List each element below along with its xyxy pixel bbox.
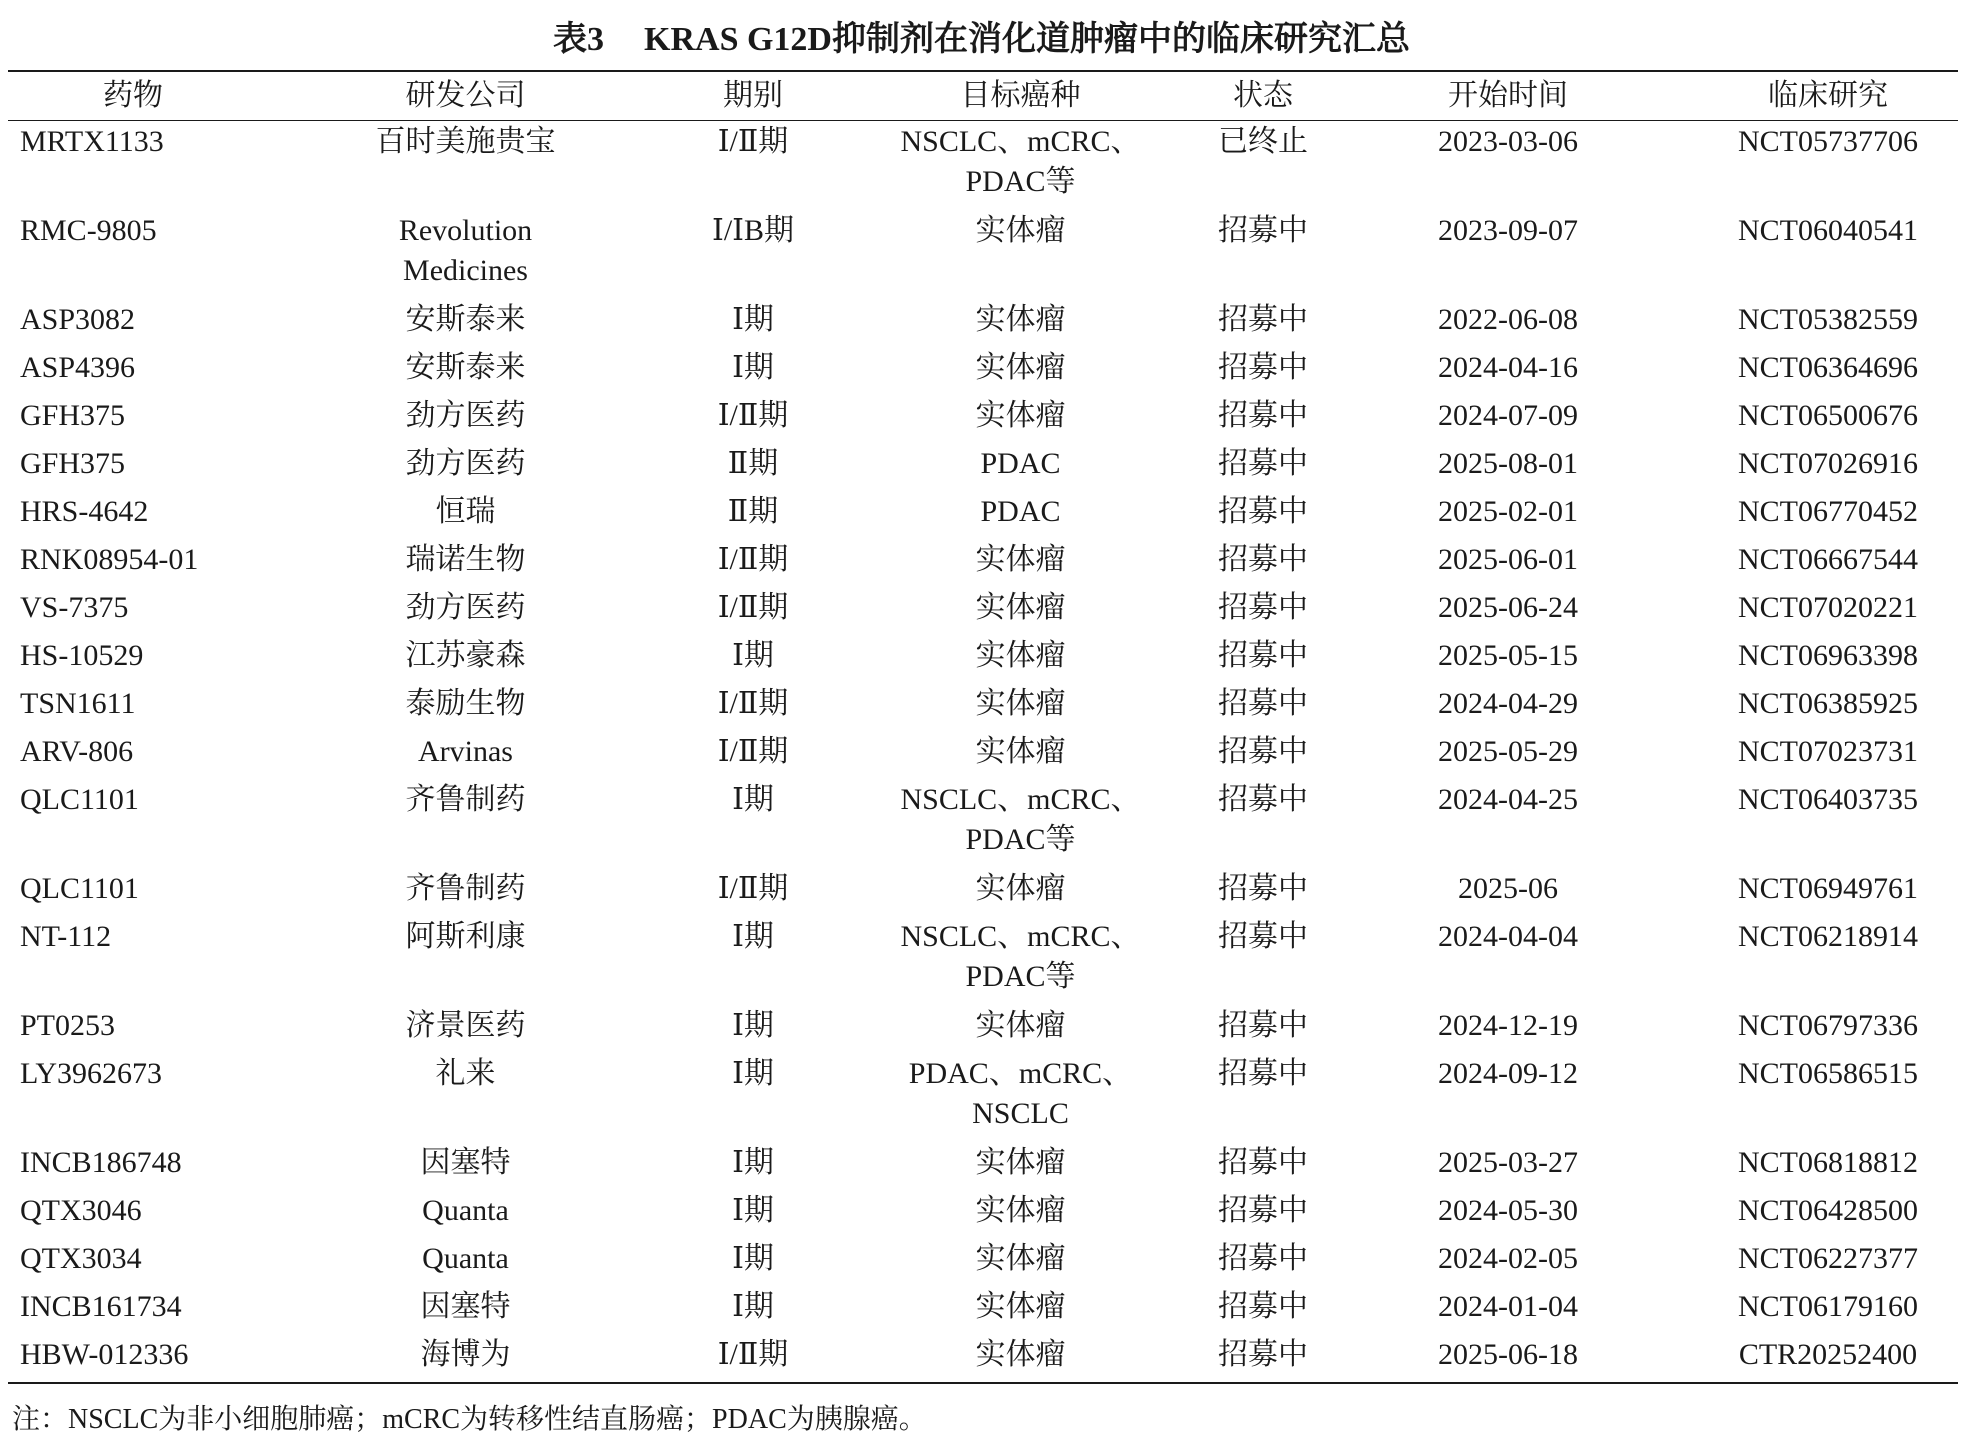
phase-cell: Ⅰ期 bbox=[732, 351, 774, 384]
trial-id-cell: NCT06428500 bbox=[1738, 1194, 1918, 1227]
phase-cell: Ⅰ期 bbox=[732, 783, 774, 816]
table-row bbox=[8, 683, 1958, 731]
phase-cell: Ⅰ/Ⅱ期 bbox=[717, 125, 789, 158]
table-row bbox=[8, 539, 1958, 587]
header-status: 状态 bbox=[1208, 71, 1318, 121]
header-row bbox=[8, 71, 1958, 121]
cancer-type-cell: 实体瘤 bbox=[975, 351, 1066, 384]
start-date-cell: 2024-07-09 bbox=[1438, 399, 1578, 432]
header-start-date: 开始时间 bbox=[1318, 71, 1698, 121]
header-phase: 期别 bbox=[673, 71, 833, 121]
table-row bbox=[8, 1142, 1958, 1190]
start-date-cell: 2024-12-19 bbox=[1438, 1009, 1578, 1042]
phase-cell: Ⅰ期 bbox=[732, 1194, 774, 1227]
start-date-cell: 2025-06-18 bbox=[1318, 1334, 1698, 1383]
start-date-cell: 2025-08-01 bbox=[1438, 447, 1578, 480]
trial-id-cell: NCT05737706 bbox=[1738, 125, 1918, 158]
phase-cell: Ⅱ期 bbox=[727, 495, 779, 528]
status-cell: 招募中 bbox=[1218, 639, 1308, 672]
table-row bbox=[8, 395, 1958, 443]
start-date-cell: 2023-09-07 bbox=[1438, 214, 1578, 247]
trial-id-cell: CTR20252400 bbox=[1698, 1334, 1958, 1383]
phase-cell: Ⅰ期 bbox=[732, 303, 774, 336]
company-cell: 因塞特 bbox=[420, 1290, 511, 1323]
cancer-type-cell: 实体瘤 bbox=[975, 872, 1066, 905]
phase-cell: Ⅰ/Ⅱ期 bbox=[717, 735, 789, 768]
status-cell: 招募中 bbox=[1218, 214, 1308, 247]
status-cell: 已终止 bbox=[1218, 125, 1308, 158]
company-cell: 济景医药 bbox=[405, 1009, 526, 1042]
company-cell: Revolution Medicines bbox=[398, 214, 533, 287]
phase-cell: Ⅰ/ⅠB期 bbox=[711, 214, 795, 247]
status-cell: 招募中 bbox=[1218, 1009, 1308, 1042]
company-cell: 阿斯利康 bbox=[405, 920, 526, 953]
table-row bbox=[8, 1238, 1958, 1286]
drug-cell: ASP4396 bbox=[20, 351, 136, 384]
company-cell: Quanta bbox=[422, 1194, 509, 1227]
cancer-type-cell: 实体瘤 bbox=[975, 543, 1066, 576]
table-row bbox=[8, 121, 1958, 211]
table-row bbox=[8, 299, 1958, 347]
table-row bbox=[8, 1005, 1958, 1053]
phase-cell: Ⅰ/Ⅱ期 bbox=[717, 399, 789, 432]
table-number: 表3 bbox=[553, 21, 605, 58]
phase-cell: Ⅰ期 bbox=[732, 1057, 774, 1090]
trial-id-cell: NCT06040541 bbox=[1738, 214, 1918, 247]
header-trial-id: 临床研究 bbox=[1698, 71, 1958, 121]
start-date-cell: 2024-04-16 bbox=[1438, 351, 1578, 384]
trial-id-cell: NCT06586515 bbox=[1738, 1057, 1918, 1090]
cancer-type-cell: NSCLC、mCRC、 PDAC等 bbox=[900, 125, 1141, 198]
drug-cell: QLC1101 bbox=[20, 783, 139, 816]
cancer-type-cell: 实体瘤 bbox=[975, 735, 1066, 768]
table-row bbox=[8, 1286, 1958, 1334]
status-cell: 招募中 bbox=[1218, 1057, 1308, 1090]
company-cell: 劲方医药 bbox=[405, 399, 526, 432]
start-date-cell: 2025-06 bbox=[1458, 872, 1558, 905]
trial-id-cell: NCT06218914 bbox=[1738, 920, 1918, 953]
cancer-type-cell: 实体瘤 bbox=[975, 1146, 1066, 1179]
cancer-type-cell: 实体瘤 bbox=[833, 1334, 1208, 1383]
phase-cell: Ⅰ/Ⅱ期 bbox=[717, 591, 789, 624]
trial-id-cell: NCT07023731 bbox=[1738, 735, 1918, 768]
trial-id-cell: NCT06364696 bbox=[1738, 351, 1918, 384]
company-cell: 因塞特 bbox=[420, 1146, 511, 1179]
table-title bbox=[0, 14, 1963, 66]
drug-cell: MRTX1133 bbox=[20, 125, 164, 158]
cancer-type-cell: 实体瘤 bbox=[975, 1242, 1066, 1275]
company-cell: Arvinas bbox=[418, 735, 513, 768]
drug-cell: INCB161734 bbox=[20, 1290, 182, 1323]
trial-id-cell: NCT07020221 bbox=[1738, 591, 1918, 624]
drug-cell: INCB186748 bbox=[20, 1146, 182, 1179]
status-cell: 招募中 bbox=[1218, 351, 1308, 384]
cancer-type-cell: 实体瘤 bbox=[975, 1009, 1066, 1042]
status-cell: 招募中 bbox=[1218, 303, 1308, 336]
table-row bbox=[8, 635, 1958, 683]
company-cell: 齐鲁制药 bbox=[405, 783, 526, 816]
drug-cell: RNK08954-01 bbox=[20, 543, 199, 576]
cancer-type-cell: 实体瘤 bbox=[975, 303, 1066, 336]
start-date-cell: 2024-04-04 bbox=[1438, 920, 1578, 953]
phase-cell: Ⅰ/Ⅱ期 bbox=[717, 543, 789, 576]
drug-cell: ASP3082 bbox=[20, 303, 136, 336]
cancer-type-cell: NSCLC、mCRC、 PDAC等 bbox=[900, 920, 1141, 993]
start-date-cell: 2023-03-06 bbox=[1438, 125, 1578, 158]
table-row bbox=[8, 210, 1958, 299]
phase-cell: Ⅰ期 bbox=[732, 1009, 774, 1042]
drug-cell: NT-112 bbox=[20, 920, 112, 953]
table-caption: KRAS G12D抑制剂在消化道肿瘤中的临床研究汇总 bbox=[644, 21, 1410, 58]
status-cell: 招募中 bbox=[1218, 735, 1308, 768]
drug-cell: TSN1611 bbox=[20, 687, 136, 720]
drug-cell: HBW-012336 bbox=[8, 1334, 258, 1383]
header-drug: 药物 bbox=[8, 71, 258, 121]
company-cell: 恒瑞 bbox=[435, 495, 496, 528]
company-cell: 安斯泰来 bbox=[405, 351, 526, 384]
trial-id-cell: NCT06385925 bbox=[1738, 687, 1918, 720]
phase-cell: Ⅰ/Ⅱ期 bbox=[673, 1334, 833, 1383]
drug-cell: VS-7375 bbox=[20, 591, 129, 624]
status-cell: 招募中 bbox=[1218, 920, 1308, 953]
cancer-type-cell: 实体瘤 bbox=[975, 1290, 1066, 1323]
start-date-cell: 2025-05-15 bbox=[1438, 639, 1578, 672]
start-date-cell: 2025-05-29 bbox=[1438, 735, 1578, 768]
trial-id-cell: NCT06949761 bbox=[1738, 872, 1918, 905]
company-cell: 安斯泰来 bbox=[405, 303, 526, 336]
drug-cell: QTX3046 bbox=[20, 1194, 142, 1227]
trial-id-cell: NCT06227377 bbox=[1738, 1242, 1918, 1275]
trial-id-cell: NCT06818812 bbox=[1738, 1146, 1918, 1179]
phase-cell: Ⅰ期 bbox=[732, 1242, 774, 1275]
drug-cell: ARV-806 bbox=[20, 735, 134, 768]
table-footnote: 注：NSCLC为非小细胞肺癌；mCRC为转移性结直肠癌；PDAC为胰腺癌。 bbox=[12, 1404, 927, 1435]
cancer-type-cell: 实体瘤 bbox=[975, 591, 1066, 624]
status-cell: 招募中 bbox=[1218, 687, 1308, 720]
table-row bbox=[8, 491, 1958, 539]
start-date-cell: 2024-09-12 bbox=[1438, 1057, 1578, 1090]
drug-cell: QLC1101 bbox=[20, 872, 139, 905]
phase-cell: Ⅰ期 bbox=[732, 1146, 774, 1179]
drug-cell: PT0253 bbox=[20, 1009, 116, 1042]
status-cell: 招募中 bbox=[1218, 1290, 1308, 1323]
trial-id-cell: NCT05382559 bbox=[1738, 303, 1918, 336]
table-row bbox=[8, 1334, 1958, 1383]
drug-cell: GFH375 bbox=[20, 399, 126, 432]
table-row bbox=[8, 1190, 1958, 1238]
trial-id-cell: NCT06667544 bbox=[1738, 543, 1918, 576]
status-cell: 招募中 bbox=[1208, 1334, 1318, 1383]
start-date-cell: 2025-03-27 bbox=[1438, 1146, 1578, 1179]
drug-cell: HRS-4642 bbox=[20, 495, 149, 528]
start-date-cell: 2024-01-04 bbox=[1438, 1290, 1578, 1323]
cancer-type-cell: PDAC bbox=[980, 495, 1061, 528]
start-date-cell: 2025-06-01 bbox=[1438, 543, 1578, 576]
status-cell: 招募中 bbox=[1218, 783, 1308, 816]
table-row bbox=[8, 868, 1958, 916]
phase-cell: Ⅰ/Ⅱ期 bbox=[717, 687, 789, 720]
drug-cell: GFH375 bbox=[20, 447, 126, 480]
cancer-type-cell: PDAC bbox=[980, 447, 1061, 480]
cancer-type-cell: 实体瘤 bbox=[975, 639, 1066, 672]
status-cell: 招募中 bbox=[1218, 872, 1308, 905]
drug-cell: LY3962673 bbox=[20, 1057, 162, 1090]
start-date-cell: 2024-04-29 bbox=[1438, 687, 1578, 720]
company-cell: Quanta bbox=[422, 1242, 509, 1275]
table-row bbox=[8, 347, 1958, 395]
status-cell: 招募中 bbox=[1218, 399, 1308, 432]
cancer-type-cell: 实体瘤 bbox=[975, 214, 1066, 247]
trial-id-cell: NCT06179160 bbox=[1738, 1290, 1918, 1323]
trial-id-cell: NCT06963398 bbox=[1738, 639, 1918, 672]
start-date-cell: 2024-05-30 bbox=[1438, 1194, 1578, 1227]
company-cell: 劲方医药 bbox=[405, 447, 526, 480]
phase-cell: Ⅰ期 bbox=[732, 920, 774, 953]
start-date-cell: 2025-02-01 bbox=[1438, 495, 1578, 528]
table-row bbox=[8, 1053, 1958, 1142]
drug-cell: QTX3034 bbox=[20, 1242, 142, 1275]
cancer-type-cell: PDAC、mCRC、 NSCLC bbox=[908, 1057, 1133, 1130]
drug-cell: RMC-9805 bbox=[20, 214, 157, 247]
table-row bbox=[8, 443, 1958, 491]
company-cell: 瑞诺生物 bbox=[405, 543, 526, 576]
cancer-type-cell: 实体瘤 bbox=[975, 1194, 1066, 1227]
cancer-type-cell: NSCLC、mCRC、 PDAC等 bbox=[900, 783, 1141, 856]
trial-id-cell: NCT06797336 bbox=[1738, 1009, 1918, 1042]
phase-cell: Ⅰ期 bbox=[732, 639, 774, 672]
status-cell: 招募中 bbox=[1218, 1194, 1308, 1227]
status-cell: 招募中 bbox=[1218, 543, 1308, 576]
status-cell: 招募中 bbox=[1218, 495, 1308, 528]
company-cell: 海博为 bbox=[258, 1334, 673, 1383]
company-cell: 百时美施贵宝 bbox=[375, 125, 556, 158]
start-date-cell: 2024-02-05 bbox=[1438, 1242, 1578, 1275]
clinical-trials-table bbox=[8, 70, 1958, 1384]
status-cell: 招募中 bbox=[1218, 1146, 1308, 1179]
status-cell: 招募中 bbox=[1218, 591, 1308, 624]
trial-id-cell: NCT06403735 bbox=[1738, 783, 1918, 816]
phase-cell: Ⅰ/Ⅱ期 bbox=[717, 872, 789, 905]
company-cell: 泰励生物 bbox=[405, 687, 526, 720]
table-row bbox=[8, 779, 1958, 868]
company-cell: 齐鲁制药 bbox=[405, 872, 526, 905]
status-cell: 招募中 bbox=[1218, 447, 1308, 480]
start-date-cell: 2022-06-08 bbox=[1438, 303, 1578, 336]
status-cell: 招募中 bbox=[1218, 1242, 1308, 1275]
drug-cell: HS-10529 bbox=[20, 639, 144, 672]
cancer-type-cell: 实体瘤 bbox=[975, 687, 1066, 720]
trial-id-cell: NCT06500676 bbox=[1738, 399, 1918, 432]
header-company: 研发公司 bbox=[258, 71, 673, 121]
header-cancer-type: 目标癌种 bbox=[833, 71, 1208, 121]
trial-id-cell: NCT06770452 bbox=[1738, 495, 1918, 528]
company-cell: 礼来 bbox=[435, 1057, 496, 1090]
company-cell: 劲方医药 bbox=[405, 591, 526, 624]
company-cell: 江苏豪森 bbox=[405, 639, 526, 672]
cancer-type-cell: 实体瘤 bbox=[975, 399, 1066, 432]
table-row bbox=[8, 731, 1958, 779]
table-row bbox=[8, 916, 1958, 1005]
start-date-cell: 2024-04-25 bbox=[1438, 783, 1578, 816]
phase-cell: Ⅱ期 bbox=[727, 447, 779, 480]
phase-cell: Ⅰ期 bbox=[732, 1290, 774, 1323]
table-row bbox=[8, 587, 1958, 635]
start-date-cell: 2025-06-24 bbox=[1438, 591, 1578, 624]
trial-id-cell: NCT07026916 bbox=[1738, 447, 1918, 480]
